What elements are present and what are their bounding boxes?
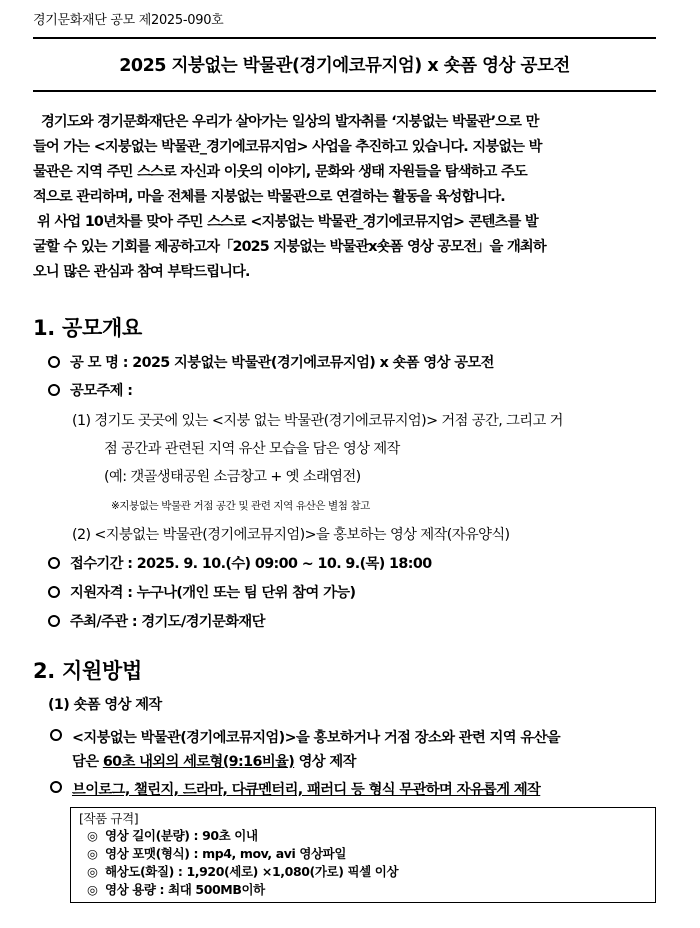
intro-line: 물관은 지역 주민 스스로 자신과 이웃의 이야기, 문화와 생태 자원들을 탐색하고 주도 — [33, 164, 527, 180]
bullet1-post: 영상 제작 — [294, 754, 356, 770]
circle-bullet-icon — [48, 384, 60, 396]
bullet1-line1: <지붕없는 박물관(경기에코뮤지엄)>을 홍보하거나 거점 장소와 관련 지역 유산을 — [72, 730, 561, 746]
spec-item-text: 영상 포맷(형식) : mp4, mov, avi 영상파일 — [104, 846, 347, 861]
overview-theme — [48, 380, 132, 400]
circle-bullet-icon — [48, 615, 60, 627]
eligibility-text: 지원자격 : 누구나(개인 또는 팀 단위 참여 가능) — [70, 585, 356, 601]
period-text: 접수기간 : 2025. 9. 10.(수) 09:00 ~ 10. 9.(목) 18:00 — [70, 556, 432, 572]
theme1-line2: 점 공간과 관련된 지역 유산 모습을 담은 영상 제작 — [104, 441, 400, 457]
intro-paragraph — [33, 110, 656, 285]
document-title: 2025 지붕없는 박물관(경기에코뮤지엄) x 숏폼 영상 공모전 — [119, 56, 570, 76]
circle-bullet-icon — [48, 557, 60, 569]
document-issuer-number: 경기문화재단 공모 제2025-090호 — [33, 13, 224, 28]
application-bullet-1 — [50, 727, 560, 747]
double-circle-icon: ◎ — [87, 864, 98, 879]
section-heading-application: 2. 지원방법 — [33, 659, 142, 683]
bullet2-text: 브이로그, 챌린지, 드라마, 다큐멘터리, 패러디 등 형식 무관하며 자유롭게 제작 — [72, 782, 541, 798]
spec-item — [79, 845, 647, 863]
double-circle-icon: ◎ — [87, 882, 98, 897]
contest-name-text: 공 모 명 : 2025 지붕없는 박물관(경기에코뮤지엄) x 숏폼 영상 공모전 — [70, 355, 494, 371]
title-top-rule — [33, 37, 656, 39]
intro-line: 굴할 수 있는 기회를 제공하고자「2025 지붕없는 박물관x숏폼 영상 공모전」을 개최하 — [33, 239, 546, 255]
organizer-text: 주최/주관 : 경기도/경기문화재단 — [70, 614, 265, 630]
circle-bullet-icon — [50, 729, 62, 741]
theme1-line1: (1) 경기도 곳곳에 있는 <지붕 없는 박물관(경기에코뮤지엄)> 거점 공간, 그리고 거 — [72, 413, 563, 429]
intro-line: 위 사업 10년차를 맞아 주민 스스로 <지붕없는 박물관_경기에코뮤지엄> 콘텐츠를 발 — [37, 214, 538, 230]
intro-line: 경기도와 경기문화재단은 우리가 살아가는 일상의 발자취를 ‘지붕없는 박물관’으로 만 — [41, 114, 539, 130]
theme-label: 공모주제 : — [70, 383, 133, 399]
overview-contest-name — [48, 352, 494, 372]
bullet1-underlined: 60초 내외의 세로형(9:16비율) — [102, 754, 295, 770]
spec-item-text: 해상도(화질) : 1,920(세로) ×1,080(가로) 픽셀 이상 — [104, 864, 399, 879]
spec-item-text: 영상 용량 : 최대 500MB이하 — [104, 882, 265, 897]
intro-line: 적으로 관리하며, 마을 전체를 지붕없는 박물관으로 연결하는 활동을 육성합니다. — [33, 189, 505, 205]
intro-line: 들어 가는 <지붕없는 박물관_경기에코뮤지엄> 사업을 추진하고 있습니다. 지붕없는 박 — [33, 139, 542, 155]
spec-item — [79, 863, 647, 881]
subheading-shortform: (1) 숏폼 영상 제작 — [48, 697, 162, 713]
intro-line: 오니 많은 관심과 참여 부탁드립니다. — [33, 264, 250, 280]
circle-bullet-icon — [48, 356, 60, 368]
circle-bullet-icon — [50, 781, 62, 793]
bullet1-line2 — [72, 751, 356, 771]
theme1-example: (예: 갯골생태공원 소금창고 + 옛 소래염전) — [104, 469, 361, 485]
double-circle-icon: ◎ — [87, 828, 98, 843]
spec-item — [79, 827, 647, 845]
overview-eligibility — [48, 582, 355, 602]
overview-period — [48, 553, 432, 573]
theme2-line: (2) <지붕없는 박물관(경기에코뮤지엄)>을 홍보하는 영상 제작(자유양식) — [72, 527, 510, 543]
bullet1-pre: 담은 — [72, 754, 103, 770]
overview-organizer — [48, 611, 265, 631]
title-bottom-rule — [33, 90, 656, 92]
circle-bullet-icon — [48, 586, 60, 598]
application-bullet-2 — [50, 779, 540, 799]
double-circle-icon: ◎ — [87, 846, 98, 861]
spec-box — [70, 807, 656, 903]
theme1-note: ※지붕없는 박물관 거점 공간 및 관련 지역 유산은 별첨 참고 — [111, 500, 370, 512]
section-heading-overview: 1. 공모개요 — [33, 316, 142, 340]
spec-heading: [작품 규격] — [79, 811, 139, 826]
spec-item — [79, 881, 647, 899]
spec-item-text: 영상 길이(분량) : 90초 이내 — [104, 828, 258, 843]
